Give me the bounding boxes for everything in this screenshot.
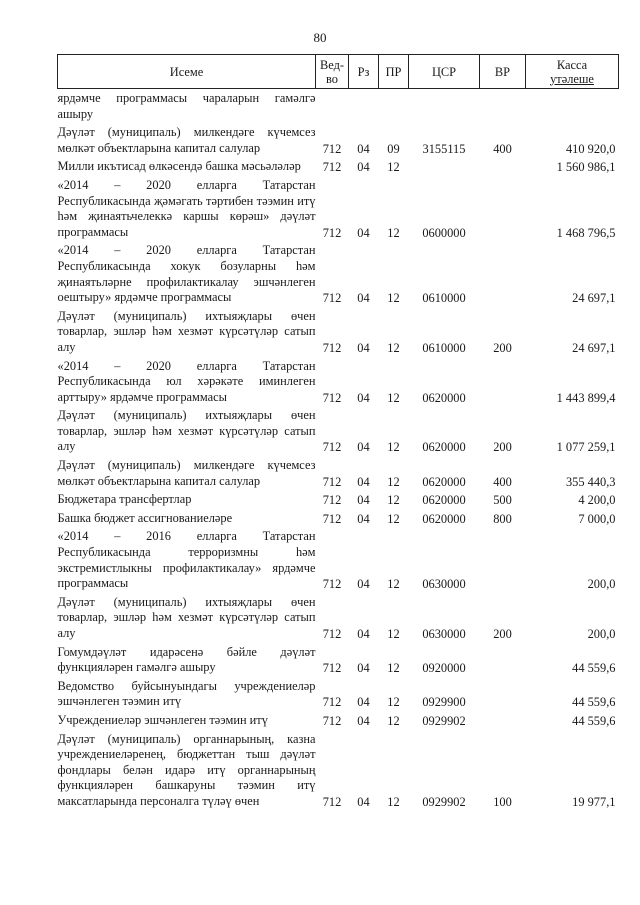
row-amount: 4 200,0 [578, 493, 616, 508]
row-vedom [316, 89, 349, 124]
row-pr: 12 [387, 440, 400, 455]
row-name: Учреждениеләр эшчәнлеген тәэмин итү [57, 712, 268, 727]
header-pr: ПР [379, 55, 409, 89]
row-pr: 12 [387, 160, 400, 175]
row-name: Ведомство буйсынуындагы учреждениеләр эшчәнлеген тәэмин итү [57, 678, 316, 709]
row-csr: 0929902 [422, 713, 466, 728]
row-pr [379, 89, 409, 124]
row-rz: 04 [357, 661, 370, 676]
row-name: Башка бюджет ассигнованиеләре [57, 510, 233, 525]
row-csr: 0630000 [422, 577, 466, 592]
row-csr: 0610000 [422, 291, 466, 306]
row-name: «2014 – 2016 елларга Татарстан Республикасында терроризмны һәм экстремистлыкны профилактикалау» ярдәмче программасы [57, 529, 316, 591]
row-vr: 400 [493, 474, 512, 489]
row-name: Дәүләт (муниципаль) ихтыяҗлары өчен товарлар, эшләр һәм хезмәт күрсәтүләр сатып алу [57, 308, 316, 354]
row-vedom: 712 [322, 794, 342, 809]
header-rz: Рз [349, 55, 379, 89]
row-csr: 0630000 [422, 627, 466, 641]
header-kassa [526, 55, 619, 89]
table-row [58, 527, 619, 592]
row-vedom: 712 [322, 390, 342, 405]
row-csr: 0600000 [422, 225, 466, 240]
row-amount: 44 559,6 [572, 713, 616, 728]
row-amount: 200,0 [587, 627, 616, 641]
row-amount: 7 000,0 [578, 511, 616, 526]
row-pr: 12 [387, 627, 400, 641]
row-vr: 500 [493, 493, 512, 508]
row-name: Бюджетара трансфертлар [57, 492, 192, 507]
row-pr: 12 [387, 291, 400, 306]
row-pr: 12 [387, 340, 400, 355]
row-rz: 04 [357, 713, 370, 728]
row-vr: 100 [493, 794, 512, 809]
row-name: «2014 – 2020 елларга Татарстан Республикасында җәмәгать тәртибен тәэмин итү һәм җинаятьчелеккә каршы көрәш» дәүләт программасы [57, 177, 316, 239]
header-kassa-line2: утәлеше [550, 71, 594, 86]
row-vedom: 712 [322, 440, 342, 455]
row-rz: 04 [357, 794, 370, 809]
row-rz: 04 [357, 390, 370, 405]
row-rz: 04 [357, 291, 370, 306]
row-vedom: 712 [322, 340, 342, 355]
row-vedom: 712 [322, 695, 342, 710]
row-vr: 400 [493, 141, 512, 156]
row-amount: 1 468 796,5 [556, 225, 616, 240]
row-rz: 04 [357, 493, 370, 508]
row-vr [480, 241, 526, 306]
row-name: Гомумдәүләт идарәсенә бәйле дәүләт функцияләрен гамәлгә ашыру [57, 644, 316, 675]
row-vr [480, 89, 526, 124]
row-vr: 200 [493, 440, 512, 455]
row-rz: 04 [357, 440, 370, 455]
table-row [58, 157, 619, 176]
row-vedom: 712 [322, 511, 342, 526]
table-row [58, 176, 619, 241]
row-amount: 19 977,1 [572, 794, 616, 809]
table-row [58, 711, 619, 730]
row-amount: 200,0 [587, 577, 616, 592]
row-rz: 04 [357, 340, 370, 355]
row-amount: 24 697,1 [572, 291, 616, 306]
row-vr: 200 [493, 340, 512, 355]
row-name: Милли икътисад өлкәсендә башка мәсьәләләр [57, 159, 301, 174]
row-vr [480, 527, 526, 592]
row-vedom: 712 [322, 577, 342, 592]
row-vedom: 712 [322, 493, 342, 508]
row-vedom: 712 [322, 474, 342, 489]
row-vr [480, 677, 526, 711]
header-name: Исеме [58, 55, 316, 89]
row-vr [480, 176, 526, 241]
table-row [58, 509, 619, 528]
table-row [58, 123, 619, 157]
row-rz: 04 [357, 511, 370, 526]
table-row [58, 456, 619, 490]
row-csr: 3155115 [422, 141, 466, 156]
header-vr: ВР [480, 55, 526, 89]
row-amount: 44 559,6 [572, 695, 616, 710]
row-csr: 0620000 [422, 390, 466, 405]
row-amount: 1 077 259,1 [556, 440, 616, 455]
row-rz: 04 [357, 577, 370, 592]
row-pr: 12 [387, 511, 400, 526]
row-pr: 12 [387, 713, 400, 728]
table-row [58, 89, 619, 124]
row-csr: 0929900 [422, 695, 466, 710]
row-rz: 04 [357, 225, 370, 240]
table-row [58, 677, 619, 711]
row-amount: 24 697,1 [572, 340, 616, 355]
row-name: «2014 – 2020 елларга Татарстан Республикасында хокук бозуларны һәм җинаятьләрне профилактикалау эшчәнлеген оештыру» ярдәмче программасы [57, 243, 316, 305]
row-vedom: 712 [322, 160, 342, 175]
row-vr [480, 357, 526, 407]
row-vr [480, 711, 526, 730]
row-csr: 0620000 [422, 493, 466, 508]
table-row [58, 730, 619, 811]
row-pr: 12 [387, 661, 400, 676]
page-number: 80 [313, 30, 327, 45]
row-pr: 12 [387, 225, 400, 240]
row-name: ярдәмче программасы чараларын гамәлгә ашыру [57, 91, 316, 121]
row-amount: 410 920,0 [565, 141, 616, 156]
header-csr: ЦСР [409, 55, 480, 89]
row-vedom: 712 [322, 291, 342, 306]
row-rz: 04 [357, 695, 370, 710]
row-name: Дәүләт (муниципаль) ихтыяҗлары өчен товарлар, эшләр һәм хезмәт күрсәтүләр сатып алу [57, 408, 316, 454]
row-amount [526, 89, 619, 124]
row-pr: 12 [387, 695, 400, 710]
row-csr: 0929902 [422, 794, 466, 809]
row-name: Дәүләт (муниципаль) милкендәге күчемсез мөлкәт объектларына капитал салулар [57, 125, 316, 155]
row-csr [409, 157, 480, 176]
row-pr: 09 [387, 141, 400, 156]
row-rz: 04 [357, 627, 370, 641]
table-row [58, 357, 619, 407]
row-csr: 0620000 [422, 511, 466, 526]
row-vedom: 712 [322, 627, 342, 641]
row-vedom: 712 [322, 713, 342, 728]
row-pr: 12 [387, 474, 400, 489]
row-vedom: 712 [322, 141, 342, 156]
row-name: Дәүләт (муниципаль) органнарының, казна учреждениеләренең, бюджеттан тыш дәүләт фондлары белән идарә итү органнарының функцияләрен башкаруны тәэмин итү максатларында персоналга түләү өчен [57, 731, 316, 808]
row-vedom: 712 [322, 225, 342, 240]
row-csr: 0920000 [422, 661, 466, 676]
row-rz: 04 [357, 141, 370, 156]
row-vr: 800 [493, 511, 512, 526]
table-row [58, 406, 619, 456]
table-row [58, 241, 619, 306]
row-csr [409, 89, 480, 124]
row-csr: 0620000 [422, 440, 466, 455]
row-name: Дәүләт (муниципаль) ихтыяҗлары өчен товарлар, эшләр һәм хезмәт күрсәтүләр сатып алу [57, 594, 316, 640]
row-name: «2014 – 2020 елларга Татарстан Республикасында юл хәрәкәте иминлеген арттыру» ярдәмче программасы [57, 358, 316, 404]
table-body [58, 89, 619, 811]
row-rz: 04 [357, 474, 370, 489]
header-kassa-line1: Касса [556, 57, 588, 72]
row-name: Дәүләт (муниципаль) милкендәге күчемсез мөлкәт объектларына капитал салулар [57, 458, 316, 488]
header-vedom: Вед- во [316, 55, 349, 89]
budget-table [57, 54, 619, 811]
row-vr [480, 157, 526, 176]
row-csr: 0610000 [422, 340, 466, 355]
row-vr [480, 643, 526, 677]
table-row [58, 643, 619, 677]
row-rz: 04 [357, 160, 370, 175]
table-row [58, 307, 619, 357]
row-amount: 1 443 899,4 [556, 390, 616, 405]
table-row [58, 593, 619, 643]
row-pr: 12 [387, 794, 400, 809]
row-vr: 200 [493, 627, 512, 641]
row-vedom: 712 [322, 661, 342, 676]
row-csr: 0620000 [422, 474, 466, 489]
row-rz [349, 89, 379, 124]
row-amount: 1 560 986,1 [556, 160, 616, 175]
row-pr: 12 [387, 390, 400, 405]
table-header-row [58, 55, 619, 89]
row-amount: 44 559,6 [572, 661, 616, 676]
row-amount: 355 440,3 [565, 474, 616, 489]
row-pr: 12 [387, 577, 400, 592]
table-row [58, 490, 619, 509]
row-pr: 12 [387, 493, 400, 508]
